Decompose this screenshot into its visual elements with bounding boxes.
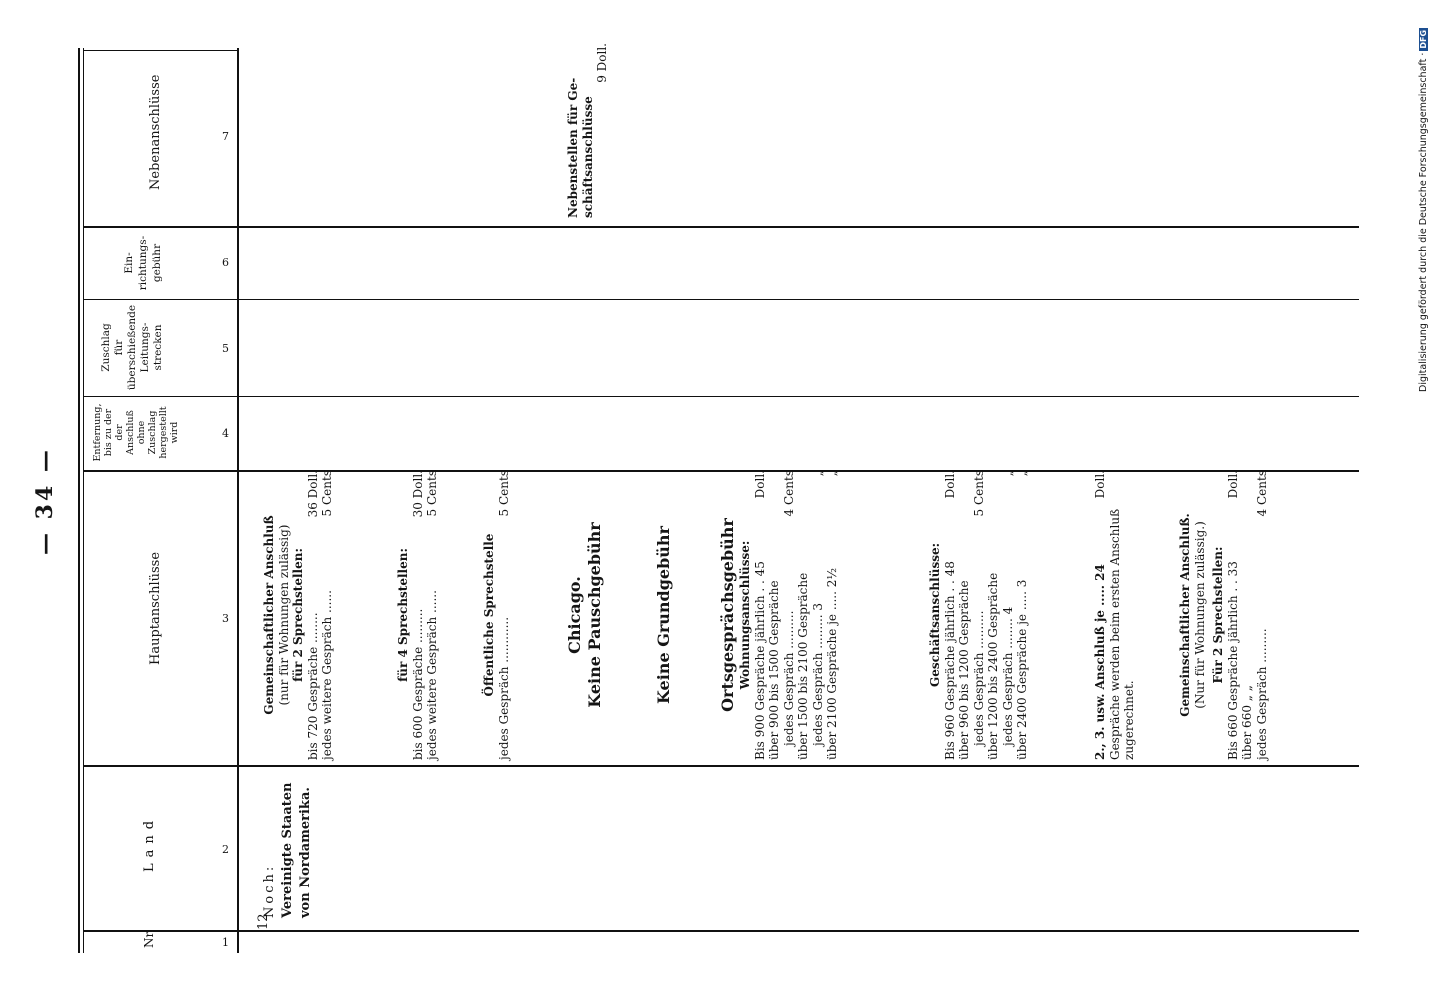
gem2-r3-l: Bis 660 Gespräche jährlich . . 33: [1225, 561, 1240, 760]
gesch-r3-l: jedes Gespräch ..........: [971, 610, 986, 746]
h3-r1-l: jedes Gespräch ............: [496, 616, 511, 760]
weit-r0-v: Doll.: [1093, 470, 1107, 499]
wohn-r3: [782, 470, 797, 760]
h2-r1-l: bis 600 Gespräche .........: [410, 608, 425, 760]
gesch-r6-v: „: [1015, 470, 1029, 477]
gem2-t1: (Nur für Wohnungen zulässig.): [1192, 521, 1207, 709]
ein-s-0: Ein-: [123, 252, 135, 274]
entf-s-3: Anschluß: [125, 410, 136, 455]
h1-t0: Gemeinschaftlicher Anschluß: [262, 515, 276, 715]
h3-t0: Öffentliche Sprechstelle: [482, 533, 496, 697]
hdr-zus: [100, 300, 165, 395]
chicago-title: Chicago.: [565, 576, 584, 654]
row-nr-screen: 12: [256, 913, 271, 930]
gesch-r5-l: jedes Gespräch ........ 4: [1000, 606, 1015, 746]
chicago-keine-pausch: Keine Pauschgebühr: [585, 522, 604, 708]
rule-header-bottom: [237, 48, 239, 953]
rule-land-col: [84, 765, 1359, 767]
gesch-r6-l: über 2400 Gespräche je ..... 3: [1015, 579, 1029, 760]
gesch-r1: [943, 470, 958, 760]
gesch-r1-l: Bis 960 Gespräche jährlich . . 48: [942, 561, 957, 760]
page-number-screen: — 34 —: [32, 447, 58, 555]
gesch-title: Geschäftsanschlüsse:: [928, 542, 942, 688]
gesch-r2-l: über 960 bis 1200 Gespräche: [957, 580, 971, 760]
haupt-block-2: [396, 470, 440, 760]
gem2-t0: Gemeinschaftlicher Anschluß.: [1178, 513, 1192, 717]
h3-r1: [497, 470, 512, 760]
h1-r4-v: 5 Cents: [320, 470, 334, 517]
gemein2-block: [1178, 470, 1269, 760]
rule-left-thin: [83, 48, 84, 953]
h1-r4-l: jedes weitere Gespräch ......: [320, 590, 334, 760]
neben-t0: Nebenstellen für Ge-: [566, 77, 580, 218]
cn-7: 7: [222, 130, 229, 143]
entf-s-6: hergestellt: [158, 406, 169, 459]
h1-r4: [320, 470, 335, 760]
orts-block: [718, 470, 840, 760]
entf-s-2: der: [114, 424, 125, 441]
ein-s-1: richtungs-: [137, 235, 149, 291]
wohn-title: Wohnungsanschlüsse:: [738, 540, 752, 690]
geschaeft-block: [928, 470, 1030, 760]
side-note-text: Digitalisierung gefördert durch die Deutsche Forschungsgemeinschaft ·: [1418, 52, 1429, 392]
gesch-r3-v: 5 Cents: [971, 470, 986, 517]
rule-einr-right: [84, 226, 1359, 228]
h2-r2-l: jedes weitere Gespräch ......: [425, 590, 439, 760]
gem2-r5-l: jedes Gespräch .........: [1254, 628, 1269, 760]
neben-block: [566, 43, 610, 218]
gem2-r5-v: 4 Cents: [1254, 470, 1269, 517]
entf-s-7: wird: [169, 421, 180, 444]
cn-2: 2: [222, 843, 229, 856]
rule-top-short: [84, 50, 239, 51]
gesch-r5: [1001, 470, 1016, 760]
rule-nr-col: [84, 930, 1359, 932]
ein-s-2: gebühr: [151, 243, 163, 283]
chicago-block: [565, 470, 605, 760]
haupt-block-3: [482, 470, 511, 760]
wohn-r4-l: über 1500 bis 2100 Gespräche: [796, 572, 810, 760]
entf-s-5: Zuschlag: [147, 410, 158, 455]
gem2-r3-v: Doll.: [1225, 470, 1240, 499]
h1-t1: (nur für Wohnungen zulässig): [276, 524, 291, 706]
weit-t2: zugerechnet.: [1122, 680, 1136, 760]
hdr-entf: [92, 395, 180, 470]
h2-r2: [425, 470, 440, 760]
cn-6: 6: [222, 256, 229, 269]
cn-3: 3: [222, 612, 229, 625]
weitere-block: [1093, 470, 1137, 760]
orts-title: Ortsgesprächsgebühr: [718, 518, 737, 712]
gesch-r4-l: über 1200 bis 2400 Gespräche: [986, 572, 1000, 760]
zus-s-0: Zuschlag: [100, 323, 112, 372]
land-pre: Noch:: [262, 863, 277, 918]
hdr-einr: [122, 228, 164, 298]
wohn-r6-v: „: [825, 470, 839, 477]
gem2-r5: [1255, 470, 1270, 760]
gem2-t2: Für 2 Sprechstellen:: [1211, 546, 1225, 684]
gem2-r3: [1226, 470, 1241, 760]
weit-t1: Gespräche werden beim ersten Anschluß: [1107, 508, 1122, 760]
h1-t2: für 2 Sprechstellen:: [291, 548, 305, 682]
wohn-r5: [811, 470, 826, 760]
wohn-r1-l: Bis 900 Gespräche jährlich . . 45: [752, 561, 767, 760]
dfg-logo: DFG: [1419, 29, 1428, 49]
land-name-2: von Nordamerika.: [298, 787, 313, 918]
gesch-r6: [1015, 470, 1030, 760]
h1-r3-l: bis 720 Gespräche ........: [305, 612, 320, 760]
h2-r1: [411, 470, 426, 760]
zus-s-3: Leitungs-: [139, 322, 151, 373]
zus-s-4: strecken: [152, 324, 164, 371]
wohn-r6-l: über 2100 Gespräche je ..... 2½: [825, 568, 839, 760]
wohn-r3-l: jedes Gespräch ..........: [781, 610, 796, 746]
wohn-r6: [825, 470, 840, 760]
wohn-r1-v: Doll.: [752, 470, 767, 499]
hdr-nr: Nr.: [142, 929, 156, 948]
weit-r0: [1093, 470, 1108, 760]
gem2-r4: [1240, 470, 1255, 760]
gesch-r3: [972, 470, 987, 760]
wohn-r4: [796, 470, 811, 760]
cn-1: 1: [222, 936, 229, 949]
side-note: [1418, 28, 1429, 392]
h2-t0: für 4 Sprechstellen:: [396, 548, 410, 682]
land-name-1: Vereinigte Staaten: [280, 782, 295, 918]
h3-r1-v: 5 Cents: [496, 470, 511, 517]
gesch-r2: [957, 470, 972, 760]
haupt-block-1: [262, 470, 335, 760]
h1-r3-v: 36 Doll.: [305, 470, 320, 518]
zus-s-1: für: [113, 339, 125, 356]
gesch-r4: [986, 470, 1001, 760]
wohn-r2: [767, 470, 782, 760]
neben-t1: schäftsanschlüsse: [580, 96, 595, 218]
keine-grund: Keine Grundgebühr: [654, 526, 673, 704]
h2-r2-v: 5 Cents: [425, 470, 439, 517]
cn-4: 4: [222, 427, 229, 440]
gesch-r1-v: Doll.: [942, 470, 957, 499]
gem2-r4-l: über 660 „ „: [1240, 684, 1254, 760]
wohn-r1: [753, 470, 768, 760]
hdr-neben: Nebenanschlüsse: [148, 74, 163, 190]
h1-r3: [306, 470, 321, 760]
wohn-r5-v: „: [810, 470, 825, 477]
rule-entf-right: [84, 396, 1359, 397]
entf-s-1: bis zu der: [103, 408, 114, 457]
hdr-land: Land: [142, 814, 157, 872]
wohn-r5-l: jedes Gespräch ......... 3: [810, 602, 825, 746]
wohn-r3-v: 4 Cents: [781, 470, 796, 517]
neben-value: 9 Doll.: [595, 43, 609, 83]
grund-block: [654, 470, 674, 760]
zus-s-2: überschießende: [126, 304, 138, 391]
entf-s-0: Entfernung,: [92, 403, 103, 462]
rule-zus-right: [84, 299, 1359, 300]
entf-s-4: ohne: [136, 420, 147, 445]
cn-5: 5: [222, 342, 229, 355]
rule-left-double: [78, 48, 80, 953]
wohn-r2-l: über 900 bis 1500 Gespräche: [767, 580, 781, 760]
weit-r0-l: 2., 3. usw. Anschluß je ..... 24: [1093, 564, 1107, 760]
gesch-r5-v: „: [1000, 470, 1015, 477]
hdr-haupt: Hauptanschlüsse: [148, 551, 163, 665]
h2-r1-v: 30 Doll.: [410, 470, 425, 518]
